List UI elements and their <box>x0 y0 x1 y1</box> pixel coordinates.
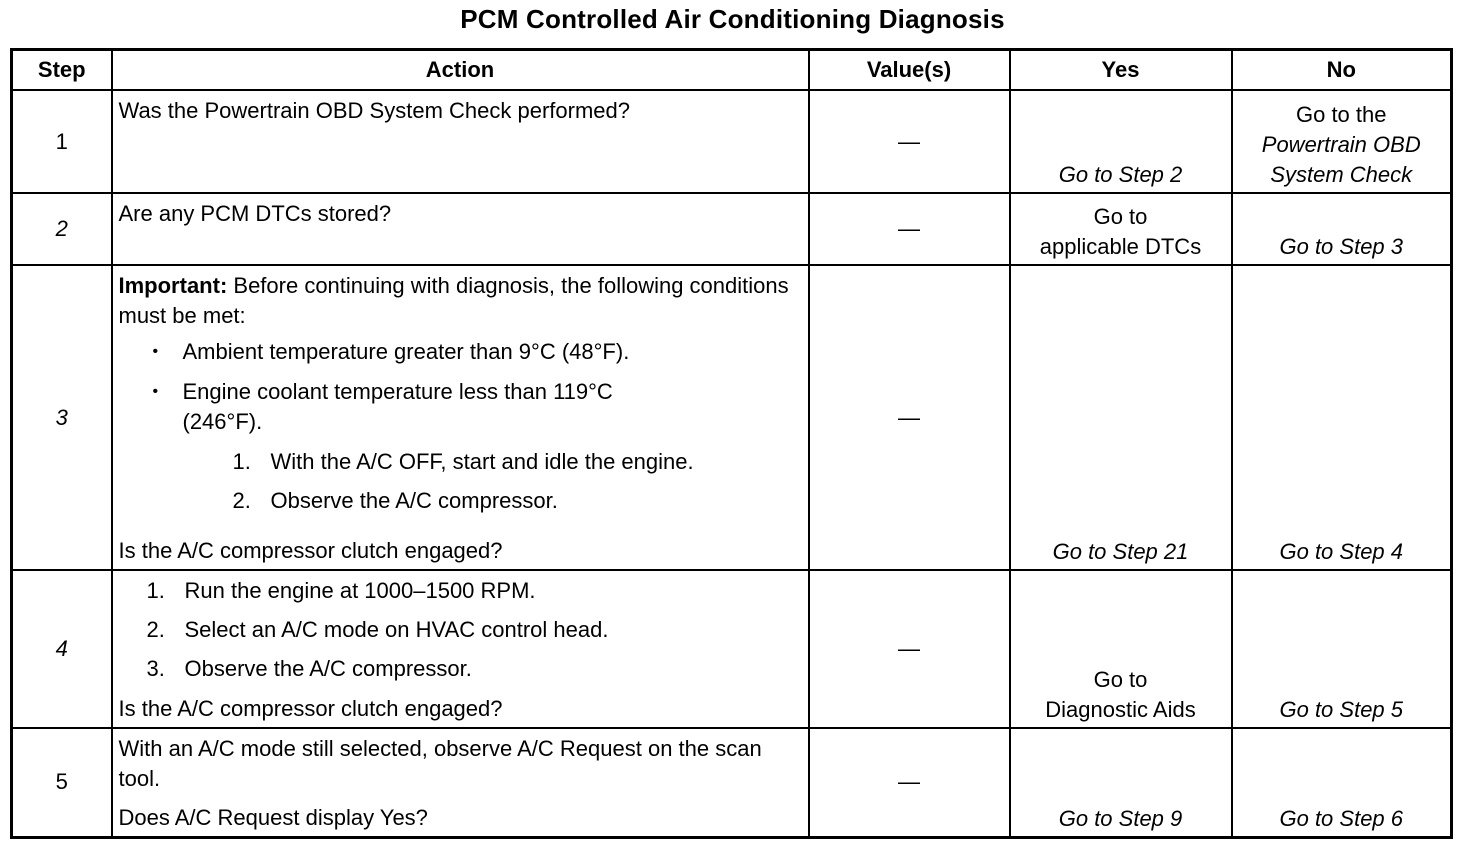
important-label: Important: <box>118 273 228 298</box>
no-cell <box>1232 728 1452 837</box>
procedure-list <box>119 447 800 516</box>
list-number: 3. <box>146 656 165 681</box>
no-link[interactable]: Go to Step 5 <box>1279 697 1404 722</box>
yes-link[interactable]: Go to Step 9 <box>1058 805 1183 831</box>
table-row <box>12 265 1452 570</box>
bullet-icon: • <box>152 383 159 400</box>
step-number: 3 <box>12 265 112 570</box>
no-link[interactable]: System Check <box>1270 162 1413 187</box>
action-cell <box>112 90 809 193</box>
bullet-icon: • <box>152 343 159 360</box>
value-cell: — <box>809 570 1010 728</box>
no-cell <box>1232 193 1452 265</box>
action-cell <box>112 728 809 837</box>
important-text: Before continuing with diagnosis, the following conditions must be met: <box>118 273 789 328</box>
important-note <box>119 271 800 331</box>
yes-cell <box>1010 90 1232 193</box>
list-number: 1. <box>232 449 251 474</box>
yes-link[interactable]: applicable DTCs <box>1039 234 1202 259</box>
action-cell <box>112 265 809 570</box>
value-cell: — <box>809 265 1010 570</box>
action-cell <box>112 193 809 265</box>
procedure-text: With the A/C OFF, start and idle the engine. <box>270 449 694 474</box>
header-action: Action <box>112 50 809 91</box>
no-link[interactable]: Powertrain OBD <box>1261 132 1421 157</box>
yes-line: Go to <box>1093 667 1148 692</box>
list-item <box>233 447 800 477</box>
list-item <box>147 615 800 645</box>
table-row <box>12 570 1452 728</box>
yes-link[interactable]: Go to Step 21 <box>1052 539 1189 564</box>
yes-cell <box>1010 570 1232 728</box>
action-cell <box>112 570 809 728</box>
question-text: Is the A/C compressor clutch engaged? <box>118 696 503 721</box>
no-cell <box>1232 570 1452 728</box>
value-cell: — <box>809 193 1010 265</box>
procedure-text: Select an A/C mode on HVAC control head. <box>184 617 609 642</box>
procedure-list <box>119 576 800 684</box>
header-step: Step <box>12 50 112 91</box>
procedure-text: Observe the A/C compressor. <box>270 488 558 513</box>
action-text: With an A/C mode still selected, observe A/C Request on the scan tool. <box>118 736 762 791</box>
conditions-list <box>119 337 800 437</box>
action-text: Are any PCM DTCs stored? <box>118 201 392 226</box>
list-item <box>153 337 800 367</box>
yes-cell <box>1010 728 1232 837</box>
step-number: 4 <box>12 570 112 728</box>
header-row <box>12 50 1452 91</box>
no-cell <box>1232 265 1452 570</box>
no-cell <box>1232 90 1452 193</box>
list-number: 2. <box>146 617 165 642</box>
diagnosis-table <box>10 48 1453 839</box>
yes-link[interactable]: Go to Step 2 <box>1058 162 1183 187</box>
step-number: 2 <box>12 193 112 265</box>
header-yes: Yes <box>1010 50 1232 91</box>
value-cell: — <box>809 90 1010 193</box>
procedure-text: Run the engine at 1000–1500 RPM. <box>184 578 536 603</box>
question-text: Is the A/C compressor clutch engaged? <box>118 538 503 563</box>
list-item <box>147 576 800 606</box>
yes-cell <box>1010 193 1232 265</box>
list-item <box>153 377 800 437</box>
step-number: 5 <box>12 728 112 837</box>
action-text: Was the Powertrain OBD System Check performed? <box>118 98 630 123</box>
yes-link[interactable]: Diagnostic Aids <box>1045 697 1196 722</box>
table-row <box>12 90 1452 193</box>
no-line: Go to the <box>1295 102 1387 127</box>
no-link[interactable]: Go to Step 6 <box>1279 805 1404 831</box>
list-number: 2. <box>232 488 251 513</box>
question-text: Does A/C Request display Yes? <box>118 804 428 830</box>
list-item <box>147 654 800 684</box>
table-row <box>12 193 1452 265</box>
list-item <box>233 486 800 516</box>
yes-cell <box>1010 265 1232 570</box>
step-number: 1 <box>12 90 112 193</box>
list-number: 1. <box>146 578 165 603</box>
header-no: No <box>1232 50 1452 91</box>
yes-line: Go to <box>1093 204 1148 229</box>
table-row <box>12 728 1452 837</box>
value-cell: — <box>809 728 1010 837</box>
procedure-text: Observe the A/C compressor. <box>184 656 472 681</box>
header-values: Value(s) <box>809 50 1010 91</box>
no-link[interactable]: Go to Step 4 <box>1279 539 1404 564</box>
condition-text: Ambient temperature greater than 9°C (48°F). <box>182 339 630 364</box>
no-link[interactable]: Go to Step 3 <box>1279 234 1404 259</box>
page-title: PCM Controlled Air Conditioning Diagnosis <box>460 4 1005 34</box>
condition-text: Engine coolant temperature less than 119°C (246°F). <box>182 379 613 434</box>
